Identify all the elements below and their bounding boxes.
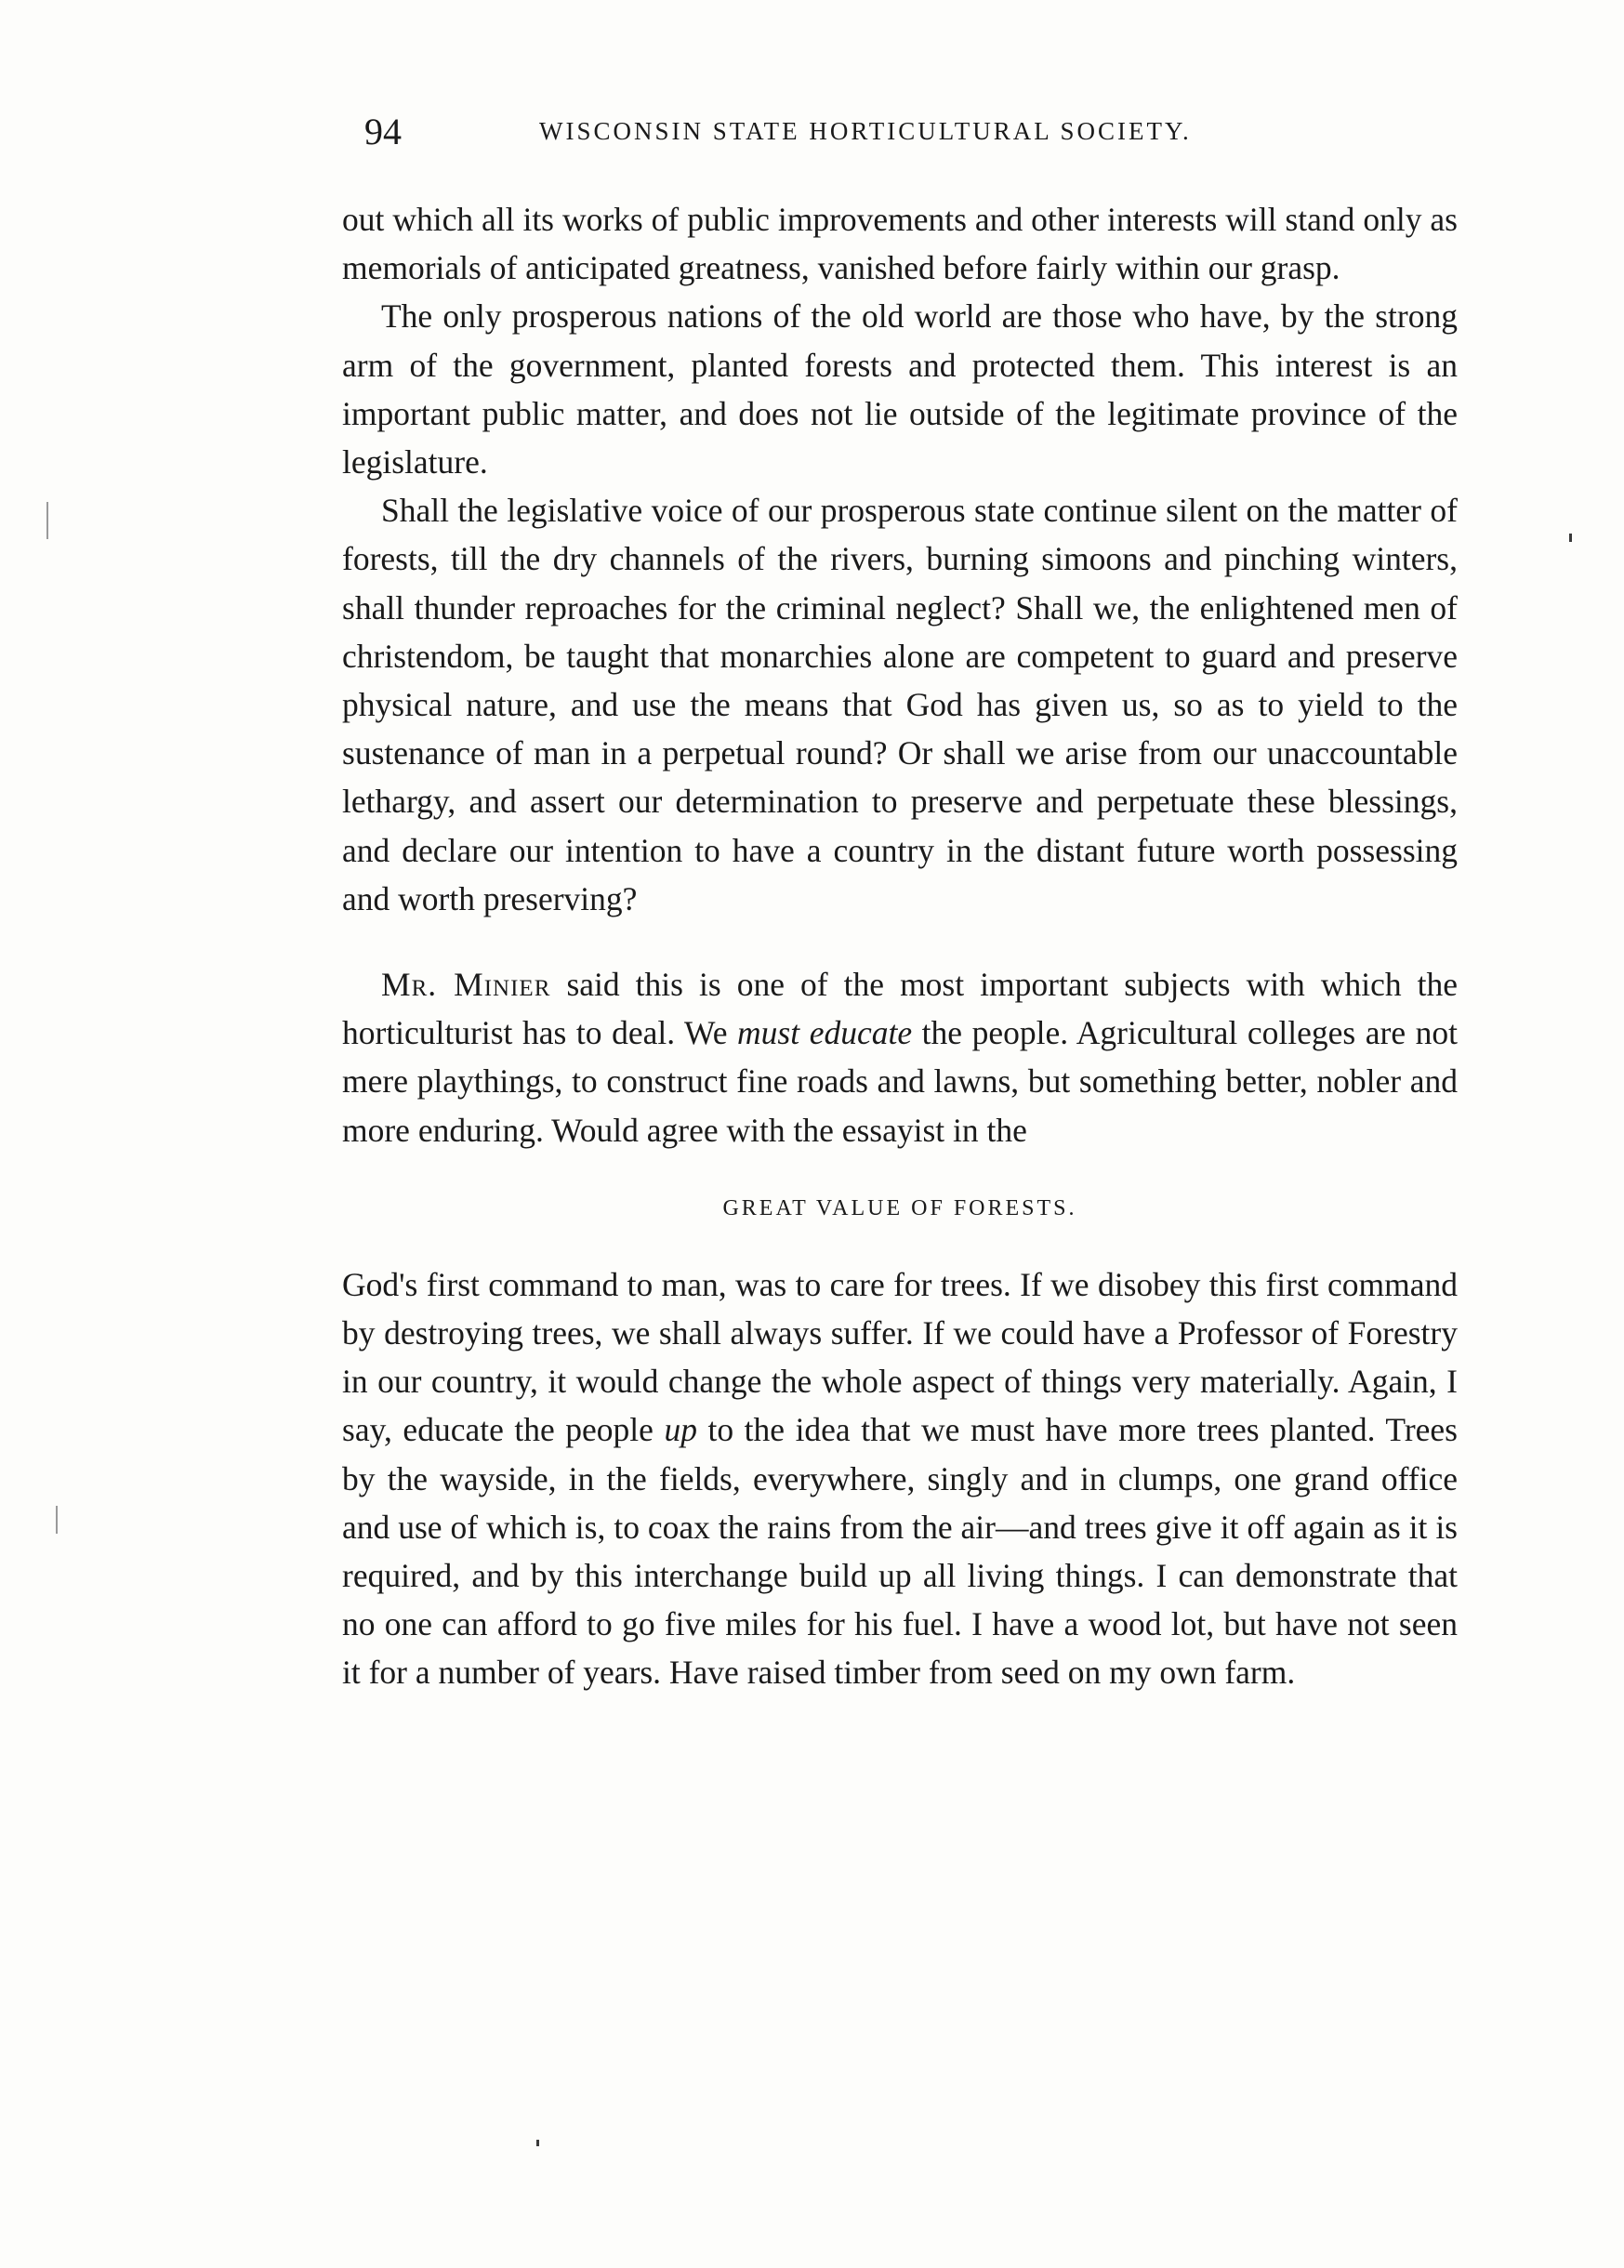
- scan-speck: [536, 2140, 539, 2146]
- remarks-emphasis: must educate: [737, 1014, 913, 1052]
- page-header: [364, 110, 1461, 165]
- section-heading: GREAT VALUE OF FORESTS.: [722, 1195, 1077, 1220]
- paragraph-gods-command: [342, 1260, 1458, 1697]
- command-text-end: to the idea that we must have more trees planted. Trees by the wayside, in the fields, everywhere, singly and in clumps, one grand office and use of which is, to coax the rains from the air—and trees give it off again as it is required, and by this interchange build up all living things. I can demonstrate that no one can afford to go five miles for his fuel. I have a wood lot, but have not seen it for a number of years. Have raised timber from seed on my own farm.: [342, 1411, 1458, 1692]
- command-text-start: God's first command to man, was to care for trees. If we disobey this first command by destroying trees, we shall always suffer. If we could have a Professor of Forestry in our country, it would change the whole aspect of things very materially. Again, I say, educate the people: [342, 1265, 1458, 1449]
- speaker-name: Mr. Minier: [381, 966, 551, 1004]
- paragraph-continuation: out which all its works of public improvements and other interests will stand only as memorials of anticipated greatness, vanished before fairly within our grasp.: [342, 201, 1458, 287]
- margin-line: [46, 502, 48, 539]
- page-number: 94: [364, 111, 402, 152]
- paragraph-legislative-voice: Shall the legislative voice of our prosperous state continue silent on the matter of forests, till the dry channels of the rivers, burning simoons and pinching winters, shall thunder reproaches for the criminal neglect? Shall we, the enlightened men of christendom, be taught that monarchies alone are competent to guard and preserve physical nature, and use the means that God has given us, so as to yield to the sustenance of man in a perpetual round? Or shall we arise from our unaccountable lethargy, and assert our determination to preserve and perpetuate these blessings, and declare our intention to have a country in the distant future worth possessing and worth preserving?: [342, 492, 1458, 917]
- paragraph-minier-remarks: [342, 960, 1458, 1154]
- command-emphasis: up: [664, 1411, 697, 1449]
- paragraph-prosperous-nations: The only prosperous nations of the old world are those who have, by the strong arm of the government, planted forests and protected them. This interest is an important public matter, and does not lie outside of the legitimate province of the legislature.: [342, 297, 1458, 481]
- margin-line: [56, 1506, 58, 1534]
- scan-speck: [1569, 534, 1572, 542]
- remarks-text-start: said this is one of the most important subjects with which the horticulturist has to deal. We: [342, 966, 1458, 1052]
- body-text: [342, 195, 1458, 1697]
- running-head: WISCONSIN STATE HORTICULTURAL SOCIETY.: [539, 117, 1192, 145]
- remarks-text-end: the people. Agricultural colleges are not mere playthings, to construct fine roads and lawns, but something better, nobler and more enduring. Would agree with the essayist in the: [342, 1014, 1459, 1149]
- paragraph-gap: [342, 923, 1458, 960]
